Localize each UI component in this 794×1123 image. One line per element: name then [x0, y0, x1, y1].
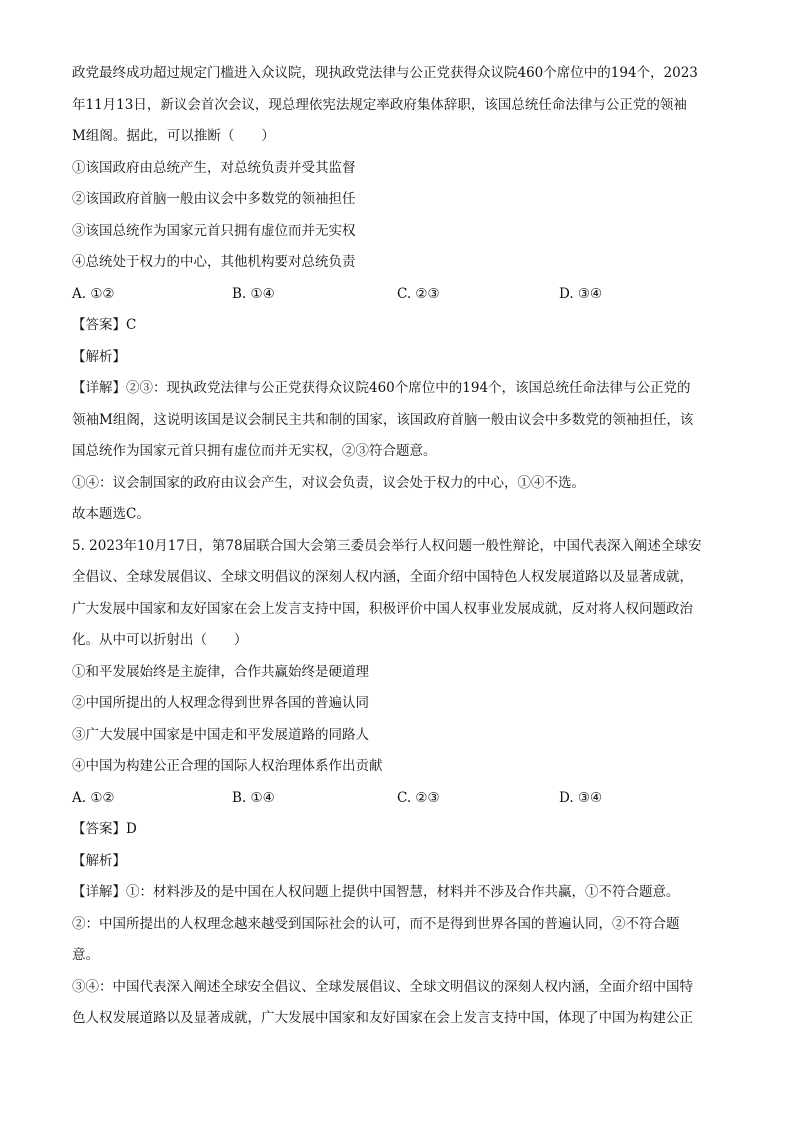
q4-analysis-line: 故本题选C。 [72, 506, 150, 522]
q4-statement-3: ③该国总统作为国家元首只拥有虚位而并无实权 [72, 222, 356, 239]
q5-answer: 【答案】D [72, 821, 137, 837]
q4-analysis-label: 【解析】 [72, 348, 126, 365]
q5-options [72, 787, 724, 809]
q5-statement-1: ①和平发展始终是主旋律，合作共赢始终是硬道理 [72, 663, 369, 680]
q5-analysis-line: ③④：中国代表深入阐述全球安全倡议、全球发展倡议、全球文明倡议的深刻人权内涵，全面介绍中国特 [72, 978, 693, 995]
q4-stem-line: 政党最终成功超过规定门槛进入众议院，现执政党法律与公正党获得众议院460个席位中的194个，2023 [72, 65, 698, 81]
q5-analysis-line: ②：中国所提出的人权理念越来越受到国际社会的认可，而不是得到世界各国的普遍认同，②不符合题 [72, 915, 680, 932]
q5-analysis-label: 【解析】 [72, 852, 126, 869]
q5-stem-line: 5. 2023年10月17日，第78届联合国大会第三委员会举行人权问题一般性辩论，中国代表深入阐述全球安 [72, 537, 702, 554]
q4-statement-1: ①该国政府由总统产生，对总统负责并受其监督 [72, 159, 356, 176]
q4-option-c: C. ②③ [397, 285, 440, 302]
q4-stem-line: 年11月13日，新议会首次会议，现总理依宪法规定率政府集体辞职，该国总统任命法律与公正党的领袖 [72, 96, 687, 113]
q5-option-b: B. ①④ [232, 789, 275, 806]
q4-option-d: D. ③④ [559, 285, 603, 302]
q4-statement-2: ②该国政府首脑一般由议会中多数党的领袖担任 [72, 191, 356, 207]
q5-analysis-line: 意。 [72, 947, 99, 963]
q4-answer: 【答案】C [72, 317, 137, 333]
q5-statement-2: ②中国所提出的人权理念得到世界各国的普遍认同 [72, 695, 369, 711]
q5-analysis-line: 【详解】①：材料涉及的是中国在人权问题上提供中国智慧，材料并不涉及合作共赢，①不符合题意。 [72, 884, 680, 900]
q4-analysis-line: 国总统作为国家元首只拥有虚位而并无实权，②③符合题意。 [72, 443, 437, 459]
q4-stem-line: M组阁。据此，可以推断（ ） [72, 128, 275, 144]
q4-statement-4: ④总统处于权力的中心，其他机构要对总统负责 [72, 254, 356, 270]
q5-option-c: C. ②③ [397, 789, 440, 806]
q5-analysis-line: 色人权发展道路以及显著成就，广大发展中国家和友好国家在会上发言支持中国，体现了中国为构建公正 [72, 1010, 693, 1026]
q4-options [72, 283, 724, 305]
q4-analysis-line: 【详解】②③：现执政党法律与公正党获得众议院460个席位中的194个，该国总统任命法律与公正党的 [72, 380, 691, 396]
q5-stem-line: 全倡议、全球发展倡议、全球文明倡议的深刻人权内涵，全面介绍中国特色人权发展道路以及显著成就， [72, 569, 693, 585]
q5-option-d: D. ③④ [559, 789, 603, 806]
document-page [72, 62, 724, 1039]
q4-analysis-line: ①④：议会制国家的政府由议会产生，对议会负责，议会处于权力的中心，①④不选。 [72, 474, 585, 491]
q4-option-a: A. ①② [72, 285, 115, 302]
q5-stem-line: 化。从中可以折射出（ ） [72, 632, 248, 648]
q5-statement-3: ③广大发展中国家是中国走和平发展道路的同路人 [72, 726, 369, 743]
q5-statement-4: ④中国为构建公正合理的国际人权治理体系作出贡献 [72, 758, 383, 774]
q5-stem-line: 广大发展中国家和友好国家在会上发言支持中国，积极评价中国人权事业发展成就，反对将人权问题政治 [72, 600, 693, 617]
q5-option-a: A. ①② [72, 789, 115, 806]
q4-option-b: B. ①④ [232, 285, 275, 302]
q4-analysis-line: 领袖M组阁，这说明该国是议会制民主共和制的国家，该国政府首脑一般由议会中多数党的领袖担任，该 [72, 411, 694, 428]
